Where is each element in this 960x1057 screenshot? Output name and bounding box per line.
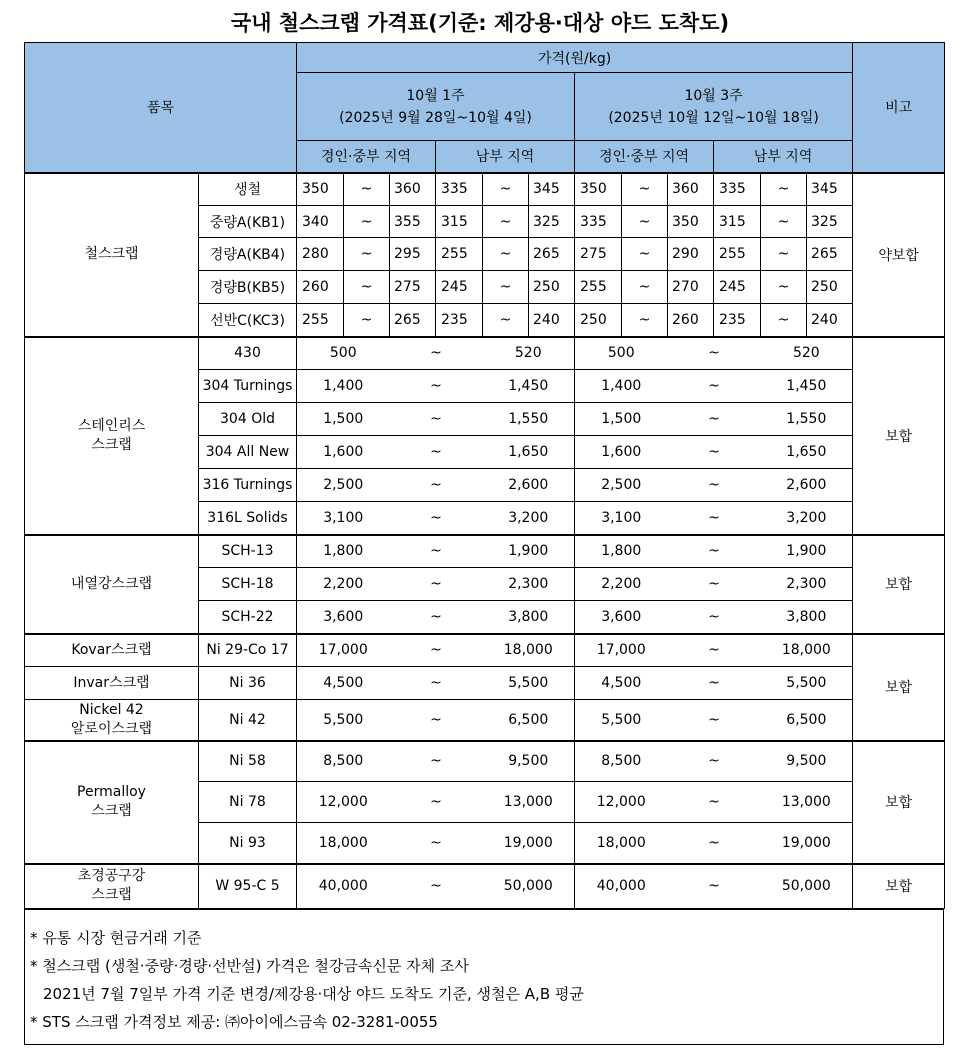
range-tilde: ~ — [390, 535, 483, 568]
price-high: 19,000 — [761, 823, 853, 864]
price-high: 345 — [807, 173, 853, 206]
price-low: 260 — [297, 271, 344, 304]
remark-cell: 보합 — [853, 535, 945, 634]
price-high: 6,500 — [761, 700, 853, 741]
price-low: 8,500 — [297, 741, 390, 782]
sub-item-name: 430 — [199, 337, 297, 370]
price-low: 235 — [714, 304, 761, 337]
price-low: 1,400 — [575, 370, 668, 403]
price-low: 12,000 — [575, 782, 668, 823]
header-week1 — [297, 73, 575, 141]
price-high: 50,000 — [761, 864, 853, 909]
header-week1-region-b: 남부 지역 — [436, 141, 575, 173]
table-row — [25, 864, 945, 909]
price-high: 18,000 — [483, 634, 575, 667]
price-low: 1,500 — [575, 403, 668, 436]
range-tilde: ~ — [668, 823, 761, 864]
group-name: 초경공구강 스크랩 — [25, 864, 199, 909]
footnote: 2021년 7월 7일부 가격 기준 변경/제강용·대상 야드 도착도 기준, 생철은 A,B 평균 — [43, 985, 584, 1003]
price-low: 245 — [436, 271, 483, 304]
price-low: 2,500 — [297, 469, 390, 502]
group-name: Invar스크랩 — [25, 667, 199, 700]
price-high: 265 — [807, 238, 853, 271]
price-low: 18,000 — [575, 823, 668, 864]
range-tilde: ~ — [390, 337, 483, 370]
sub-item-name: 304 All New — [199, 436, 297, 469]
price-low: 275 — [575, 238, 622, 271]
price-low: 3,100 — [297, 502, 390, 535]
range-tilde: ~ — [390, 601, 483, 634]
sub-item-name: Ni 93 — [199, 823, 297, 864]
range-tilde: ~ — [668, 568, 761, 601]
range-tilde: ~ — [668, 535, 761, 568]
price-low: 350 — [297, 173, 344, 206]
page-title: 국내 철스크랩 가격표(기준: 제강용·대상 야드 도착도) — [230, 11, 730, 35]
range-tilde: ~ — [344, 271, 390, 304]
price-low: 335 — [436, 173, 483, 206]
remark-cell: 보합 — [853, 337, 945, 535]
table-row — [25, 337, 945, 370]
range-tilde: ~ — [390, 403, 483, 436]
range-tilde: ~ — [622, 206, 668, 238]
range-tilde: ~ — [622, 271, 668, 304]
price-high: 325 — [807, 206, 853, 238]
price-low: 4,500 — [575, 667, 668, 700]
range-tilde: ~ — [761, 271, 807, 304]
price-low: 245 — [714, 271, 761, 304]
sub-item-name: Ni 58 — [199, 741, 297, 782]
price-high: 240 — [529, 304, 575, 337]
range-tilde: ~ — [390, 782, 483, 823]
price-low: 315 — [714, 206, 761, 238]
sub-item-name: 선반C(KC3) — [199, 304, 297, 337]
remark-cell: 보합 — [853, 864, 945, 909]
range-tilde: ~ — [622, 304, 668, 337]
price-high: 9,500 — [761, 741, 853, 782]
price-high: 355 — [390, 206, 436, 238]
range-tilde: ~ — [344, 206, 390, 238]
price-high: 265 — [390, 304, 436, 337]
table-row — [25, 741, 945, 782]
price-low: 280 — [297, 238, 344, 271]
table-row — [25, 667, 945, 700]
price-high: 3,800 — [483, 601, 575, 634]
range-tilde: ~ — [390, 469, 483, 502]
header-item: 품목 — [25, 43, 297, 173]
price-high: 1,450 — [761, 370, 853, 403]
range-tilde: ~ — [668, 741, 761, 782]
price-high: 325 — [529, 206, 575, 238]
range-tilde: ~ — [668, 337, 761, 370]
range-tilde: ~ — [761, 304, 807, 337]
footnote: * STS 스크랩 가격정보 제공: ㈜아이에스금속 02-3281-0055 — [30, 1013, 438, 1031]
range-tilde: ~ — [668, 700, 761, 741]
table-row — [25, 700, 945, 741]
price-low: 40,000 — [575, 864, 668, 909]
price-low: 1,600 — [575, 436, 668, 469]
header-week3-label: 10월 3주 — [684, 87, 743, 104]
range-tilde: ~ — [761, 238, 807, 271]
price-low: 1,800 — [575, 535, 668, 568]
price-low: 4,500 — [297, 667, 390, 700]
price-high: 1,900 — [483, 535, 575, 568]
price-high: 6,500 — [483, 700, 575, 741]
price-low: 17,000 — [297, 634, 390, 667]
price-low: 2,200 — [297, 568, 390, 601]
range-tilde: ~ — [668, 502, 761, 535]
price-low: 3,600 — [575, 601, 668, 634]
price-low: 5,500 — [575, 700, 668, 741]
header-week3-region-b: 남부 지역 — [714, 141, 853, 173]
group-name: 철스크랩 — [25, 173, 199, 337]
group-name: Kovar스크랩 — [25, 634, 199, 667]
price-low: 1,800 — [297, 535, 390, 568]
header-week1-range: (2025년 9월 28일~10월 4일) — [339, 109, 532, 126]
footnote: * 유통 시장 현금거래 기준 — [30, 929, 202, 947]
sub-item-name: SCH-22 — [199, 601, 297, 634]
price-low: 335 — [575, 206, 622, 238]
sub-item-name: 경량A(KB4) — [199, 238, 297, 271]
header-price-unit: 가격(원/kg) — [297, 43, 853, 73]
range-tilde: ~ — [344, 304, 390, 337]
price-low: 1,600 — [297, 436, 390, 469]
price-high: 360 — [390, 173, 436, 206]
range-tilde: ~ — [483, 271, 529, 304]
range-tilde: ~ — [483, 206, 529, 238]
price-low: 500 — [575, 337, 668, 370]
table-row — [25, 173, 945, 206]
range-tilde: ~ — [344, 173, 390, 206]
range-tilde: ~ — [483, 304, 529, 337]
range-tilde: ~ — [668, 864, 761, 909]
price-low: 255 — [575, 271, 622, 304]
range-tilde: ~ — [622, 173, 668, 206]
price-low: 255 — [436, 238, 483, 271]
price-high: 520 — [483, 337, 575, 370]
header-week3-region-a: 경인·중부 지역 — [575, 141, 714, 173]
group-name: 스테인리스 스크랩 — [25, 337, 199, 535]
sub-item-name: Ni 36 — [199, 667, 297, 700]
price-low: 500 — [297, 337, 390, 370]
price-low: 1,400 — [297, 370, 390, 403]
sub-item-name: Ni 78 — [199, 782, 297, 823]
price-high: 3,200 — [483, 502, 575, 535]
range-tilde: ~ — [668, 782, 761, 823]
price-high: 1,900 — [761, 535, 853, 568]
range-tilde: ~ — [390, 370, 483, 403]
price-low: 250 — [575, 304, 622, 337]
range-tilde: ~ — [344, 238, 390, 271]
price-high: 2,300 — [761, 568, 853, 601]
header-week3-range: (2025년 10월 12일~10월 18일) — [608, 109, 819, 126]
price-low: 1,500 — [297, 403, 390, 436]
table-row — [25, 535, 945, 568]
range-tilde: ~ — [390, 436, 483, 469]
price-low: 3,600 — [297, 601, 390, 634]
header-week1-region-a: 경인·중부 지역 — [297, 141, 436, 173]
sub-item-name: 경량B(KB5) — [199, 271, 297, 304]
price-high: 260 — [668, 304, 714, 337]
price-high: 275 — [390, 271, 436, 304]
range-tilde: ~ — [390, 634, 483, 667]
range-tilde: ~ — [668, 601, 761, 634]
sub-item-name: W 95-C 5 — [199, 864, 297, 909]
price-high: 18,000 — [761, 634, 853, 667]
sub-item-name: SCH-13 — [199, 535, 297, 568]
group-name: Permalloy 스크랩 — [25, 741, 199, 864]
price-high: 2,300 — [483, 568, 575, 601]
header-week1-label: 10월 1주 — [406, 87, 465, 104]
price-high: 250 — [529, 271, 575, 304]
price-low: 235 — [436, 304, 483, 337]
price-high: 265 — [529, 238, 575, 271]
remark-cell: 보합 — [853, 634, 945, 741]
group-name: 내열강스크랩 — [25, 535, 199, 634]
range-tilde: ~ — [761, 206, 807, 238]
range-tilde: ~ — [390, 741, 483, 782]
price-high: 270 — [668, 271, 714, 304]
range-tilde: ~ — [483, 238, 529, 271]
sub-item-name: Ni 42 — [199, 700, 297, 741]
range-tilde: ~ — [390, 667, 483, 700]
price-low: 255 — [297, 304, 344, 337]
price-high: 13,000 — [761, 782, 853, 823]
price-high: 240 — [807, 304, 853, 337]
range-tilde: ~ — [668, 370, 761, 403]
price-high: 1,550 — [761, 403, 853, 436]
sub-item-name: Ni 29-Co 17 — [199, 634, 297, 667]
range-tilde: ~ — [668, 403, 761, 436]
range-tilde: ~ — [390, 568, 483, 601]
price-high: 290 — [668, 238, 714, 271]
price-high: 3,200 — [761, 502, 853, 535]
sub-item-name: 중량A(KB1) — [199, 206, 297, 238]
price-high: 345 — [529, 173, 575, 206]
range-tilde: ~ — [390, 864, 483, 909]
price-low: 17,000 — [575, 634, 668, 667]
price-low: 2,500 — [575, 469, 668, 502]
price-low: 40,000 — [297, 864, 390, 909]
price-high: 9,500 — [483, 741, 575, 782]
group-name: Nickel 42 알로이스크랩 — [25, 700, 199, 741]
price-table-body — [25, 173, 945, 909]
range-tilde: ~ — [390, 502, 483, 535]
price-low: 8,500 — [575, 741, 668, 782]
price-high: 1,450 — [483, 370, 575, 403]
price-low: 2,200 — [575, 568, 668, 601]
price-high: 5,500 — [761, 667, 853, 700]
price-high: 19,000 — [483, 823, 575, 864]
price-high: 50,000 — [483, 864, 575, 909]
price-table — [24, 42, 945, 909]
price-high: 2,600 — [761, 469, 853, 502]
price-high: 5,500 — [483, 667, 575, 700]
price-high: 250 — [807, 271, 853, 304]
price-low: 350 — [575, 173, 622, 206]
price-high: 1,550 — [483, 403, 575, 436]
remark-cell: 보합 — [853, 741, 945, 864]
table-row — [25, 634, 945, 667]
price-low: 315 — [436, 206, 483, 238]
price-low: 340 — [297, 206, 344, 238]
price-high: 13,000 — [483, 782, 575, 823]
header-week3 — [575, 73, 853, 141]
range-tilde: ~ — [390, 823, 483, 864]
sub-item-name: 생철 — [199, 173, 297, 206]
price-low: 18,000 — [297, 823, 390, 864]
price-low: 12,000 — [297, 782, 390, 823]
price-low: 5,500 — [297, 700, 390, 741]
range-tilde: ~ — [622, 238, 668, 271]
price-low: 335 — [714, 173, 761, 206]
range-tilde: ~ — [668, 436, 761, 469]
footnote: * 철스크랩 (생철·중량·경량·선반설) 가격은 철강금속신문 자체 조사 — [30, 957, 469, 975]
price-high: 295 — [390, 238, 436, 271]
range-tilde: ~ — [761, 173, 807, 206]
range-tilde: ~ — [668, 469, 761, 502]
range-tilde: ~ — [668, 667, 761, 700]
price-high: 3,800 — [761, 601, 853, 634]
footnotes — [24, 908, 944, 1045]
price-high: 350 — [668, 206, 714, 238]
price-high: 2,600 — [483, 469, 575, 502]
price-high: 520 — [761, 337, 853, 370]
sub-item-name: 316L Solids — [199, 502, 297, 535]
price-high: 1,650 — [761, 436, 853, 469]
price-high: 360 — [668, 173, 714, 206]
range-tilde: ~ — [483, 173, 529, 206]
price-low: 255 — [714, 238, 761, 271]
header-remark: 비고 — [853, 43, 945, 173]
sub-item-name: SCH-18 — [199, 568, 297, 601]
sub-item-name: 304 Old — [199, 403, 297, 436]
range-tilde: ~ — [390, 700, 483, 741]
price-high: 1,650 — [483, 436, 575, 469]
remark-cell: 약보합 — [853, 173, 945, 337]
sub-item-name: 304 Turnings — [199, 370, 297, 403]
sub-item-name: 316 Turnings — [199, 469, 297, 502]
range-tilde: ~ — [668, 634, 761, 667]
price-low: 3,100 — [575, 502, 668, 535]
